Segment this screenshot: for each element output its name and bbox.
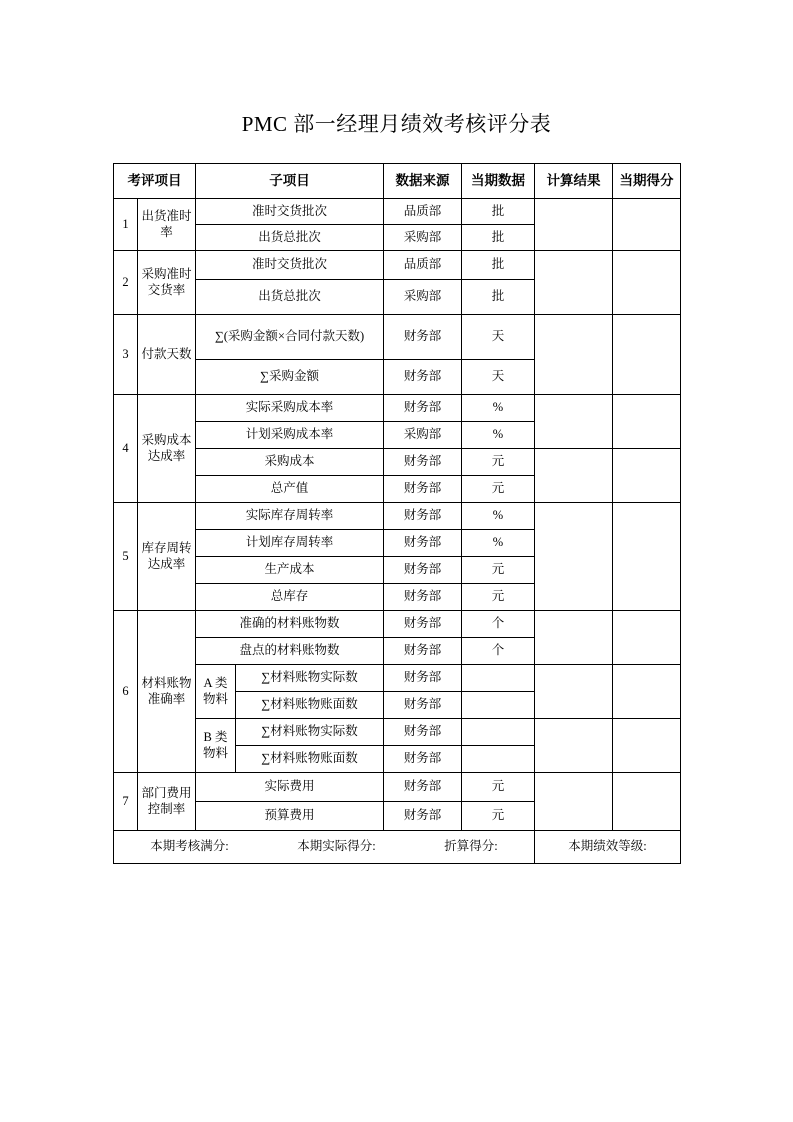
current-data-unit [462, 719, 535, 746]
actual-score-label: 本期实际得分: [297, 839, 376, 854]
data-source-value: 财务部 [384, 503, 462, 530]
data-source-value: 品质部 [384, 251, 462, 280]
current-score-input[interactable] [613, 665, 681, 719]
data-source-value: 财务部 [384, 773, 462, 802]
calc-result-input[interactable] [535, 773, 613, 831]
score-table-container [113, 163, 680, 864]
table-row [114, 503, 681, 530]
sub-item-formula: ∑材料账物实际数 [236, 719, 384, 746]
table-row [114, 665, 681, 692]
group-number: 2 [114, 251, 138, 315]
calc-result-input[interactable] [535, 199, 613, 251]
current-data-unit: 元 [462, 449, 535, 476]
calc-result-input[interactable] [535, 315, 613, 395]
current-score-input[interactable] [613, 719, 681, 773]
data-source-value: 财务部 [384, 638, 462, 665]
current-data-unit: 元 [462, 802, 535, 831]
calc-result-input[interactable] [535, 449, 613, 503]
sub-item-label: 准时交货批次 [196, 199, 384, 225]
current-data-unit: 批 [462, 225, 535, 251]
data-source-value: 采购部 [384, 280, 462, 315]
header-current-score: 当期得分 [613, 164, 681, 199]
sub-item-label: 准确的材料账物数 [196, 611, 384, 638]
current-score-input[interactable] [613, 251, 681, 315]
sub-item-label: 总产值 [196, 476, 384, 503]
current-data-unit: % [462, 530, 535, 557]
sub-item-formula: ∑材料账物实际数 [236, 665, 384, 692]
current-score-input[interactable] [613, 611, 681, 665]
table-row [114, 773, 681, 802]
current-data-unit: 个 [462, 611, 535, 638]
sub-item-formula: ∑采购金额 [196, 360, 384, 395]
group-name: 采购成本达成率 [138, 395, 196, 503]
calc-result-input[interactable] [535, 611, 613, 665]
data-source-value: 采购部 [384, 422, 462, 449]
current-score-input[interactable] [613, 395, 681, 449]
data-source-value: 采购部 [384, 225, 462, 251]
calc-result-input[interactable] [535, 395, 613, 449]
current-data-unit: 元 [462, 557, 535, 584]
data-source-value: 财务部 [384, 665, 462, 692]
data-source-value: 财务部 [384, 692, 462, 719]
data-source-value: 财务部 [384, 746, 462, 773]
sub-item-formula: ∑材料账物账面数 [236, 692, 384, 719]
performance-score-table [113, 163, 681, 864]
current-data-unit: 个 [462, 638, 535, 665]
current-data-unit: 元 [462, 584, 535, 611]
current-score-input[interactable] [613, 315, 681, 395]
sub-item-label: 计划采购成本率 [196, 422, 384, 449]
table-row [114, 315, 681, 360]
material-category-a: A 类物料 [196, 665, 236, 719]
current-data-unit: 批 [462, 251, 535, 280]
summary-left-cell [114, 831, 535, 864]
data-source-value: 财务部 [384, 557, 462, 584]
full-score-label: 本期考核满分: [150, 839, 229, 854]
current-data-unit: 天 [462, 360, 535, 395]
current-score-input[interactable] [613, 449, 681, 503]
data-source-value: 品质部 [384, 199, 462, 225]
sub-item-label: 实际库存周转率 [196, 503, 384, 530]
current-data-unit [462, 692, 535, 719]
header-calc-result: 计算结果 [535, 164, 613, 199]
current-data-unit: % [462, 503, 535, 530]
data-source-value: 财务部 [384, 360, 462, 395]
group-name: 出货准时率 [138, 199, 196, 251]
current-data-unit: 元 [462, 476, 535, 503]
current-data-unit [462, 665, 535, 692]
sub-item-formula: ∑(采购金额×合同付款天数) [196, 315, 384, 360]
group-name: 材料账物准确率 [138, 611, 196, 773]
sub-item-label: 准时交货批次 [196, 251, 384, 280]
group-number: 5 [114, 503, 138, 611]
table-row [114, 251, 681, 280]
material-category-b: B 类物料 [196, 719, 236, 773]
group-number: 3 [114, 315, 138, 395]
current-score-input[interactable] [613, 503, 681, 611]
table-header [114, 164, 681, 199]
sub-item-label: 生产成本 [196, 557, 384, 584]
group-name: 部门费用控制率 [138, 773, 196, 831]
current-data-unit: 元 [462, 773, 535, 802]
sub-item-label: 总库存 [196, 584, 384, 611]
calc-result-input[interactable] [535, 251, 613, 315]
group-number: 1 [114, 199, 138, 251]
group-number: 4 [114, 395, 138, 503]
group-number: 6 [114, 611, 138, 773]
current-data-unit: % [462, 395, 535, 422]
header-current-data: 当期数据 [462, 164, 535, 199]
header-item: 考评项目 [114, 164, 196, 199]
current-data-unit: 批 [462, 199, 535, 225]
header-data-source: 数据来源 [384, 164, 462, 199]
table-body [114, 199, 681, 864]
current-data-unit: 天 [462, 315, 535, 360]
calc-result-input[interactable] [535, 719, 613, 773]
data-source-value: 财务部 [384, 719, 462, 746]
data-source-value: 财务部 [384, 395, 462, 422]
header-row [114, 164, 681, 199]
data-source-value: 财务部 [384, 530, 462, 557]
sub-item-label: 实际采购成本率 [196, 395, 384, 422]
current-data-unit: 批 [462, 280, 535, 315]
current-data-unit [462, 746, 535, 773]
table-row [114, 719, 681, 746]
data-source-value: 财务部 [384, 315, 462, 360]
group-name: 库存周转达成率 [138, 503, 196, 611]
sub-item-label: 实际费用 [196, 773, 384, 802]
converted-score-label: 折算得分: [444, 839, 498, 854]
calc-result-input[interactable] [535, 665, 613, 719]
data-source-value: 财务部 [384, 584, 462, 611]
current-score-input[interactable] [613, 773, 681, 831]
sub-item-label: 预算费用 [196, 802, 384, 831]
data-source-value: 财务部 [384, 449, 462, 476]
data-source-value: 财务部 [384, 611, 462, 638]
table-row [114, 449, 681, 476]
current-data-unit: % [462, 422, 535, 449]
header-sub-item: 子项目 [196, 164, 384, 199]
sub-item-label: 盘点的材料账物数 [196, 638, 384, 665]
data-source-value: 财务部 [384, 476, 462, 503]
calc-result-input[interactable] [535, 503, 613, 611]
group-name: 付款天数 [138, 315, 196, 395]
performance-grade-label: 本期绩效等级: [535, 831, 681, 864]
page-title: PMC 部一经理月绩效考核评分表 [241, 112, 552, 136]
table-row [114, 395, 681, 422]
sub-item-label: 计划库存周转率 [196, 530, 384, 557]
summary-row [114, 831, 681, 864]
table-row [114, 611, 681, 638]
sub-item-label: 采购成本 [196, 449, 384, 476]
data-source-value: 财务部 [384, 802, 462, 831]
group-number: 7 [114, 773, 138, 831]
sub-item-label: 出货总批次 [196, 280, 384, 315]
group-name: 采购准时交货率 [138, 251, 196, 315]
current-score-input[interactable] [613, 199, 681, 251]
sub-item-label: 出货总批次 [196, 225, 384, 251]
table-row [114, 199, 681, 225]
sub-item-formula: ∑材料账物账面数 [236, 746, 384, 773]
